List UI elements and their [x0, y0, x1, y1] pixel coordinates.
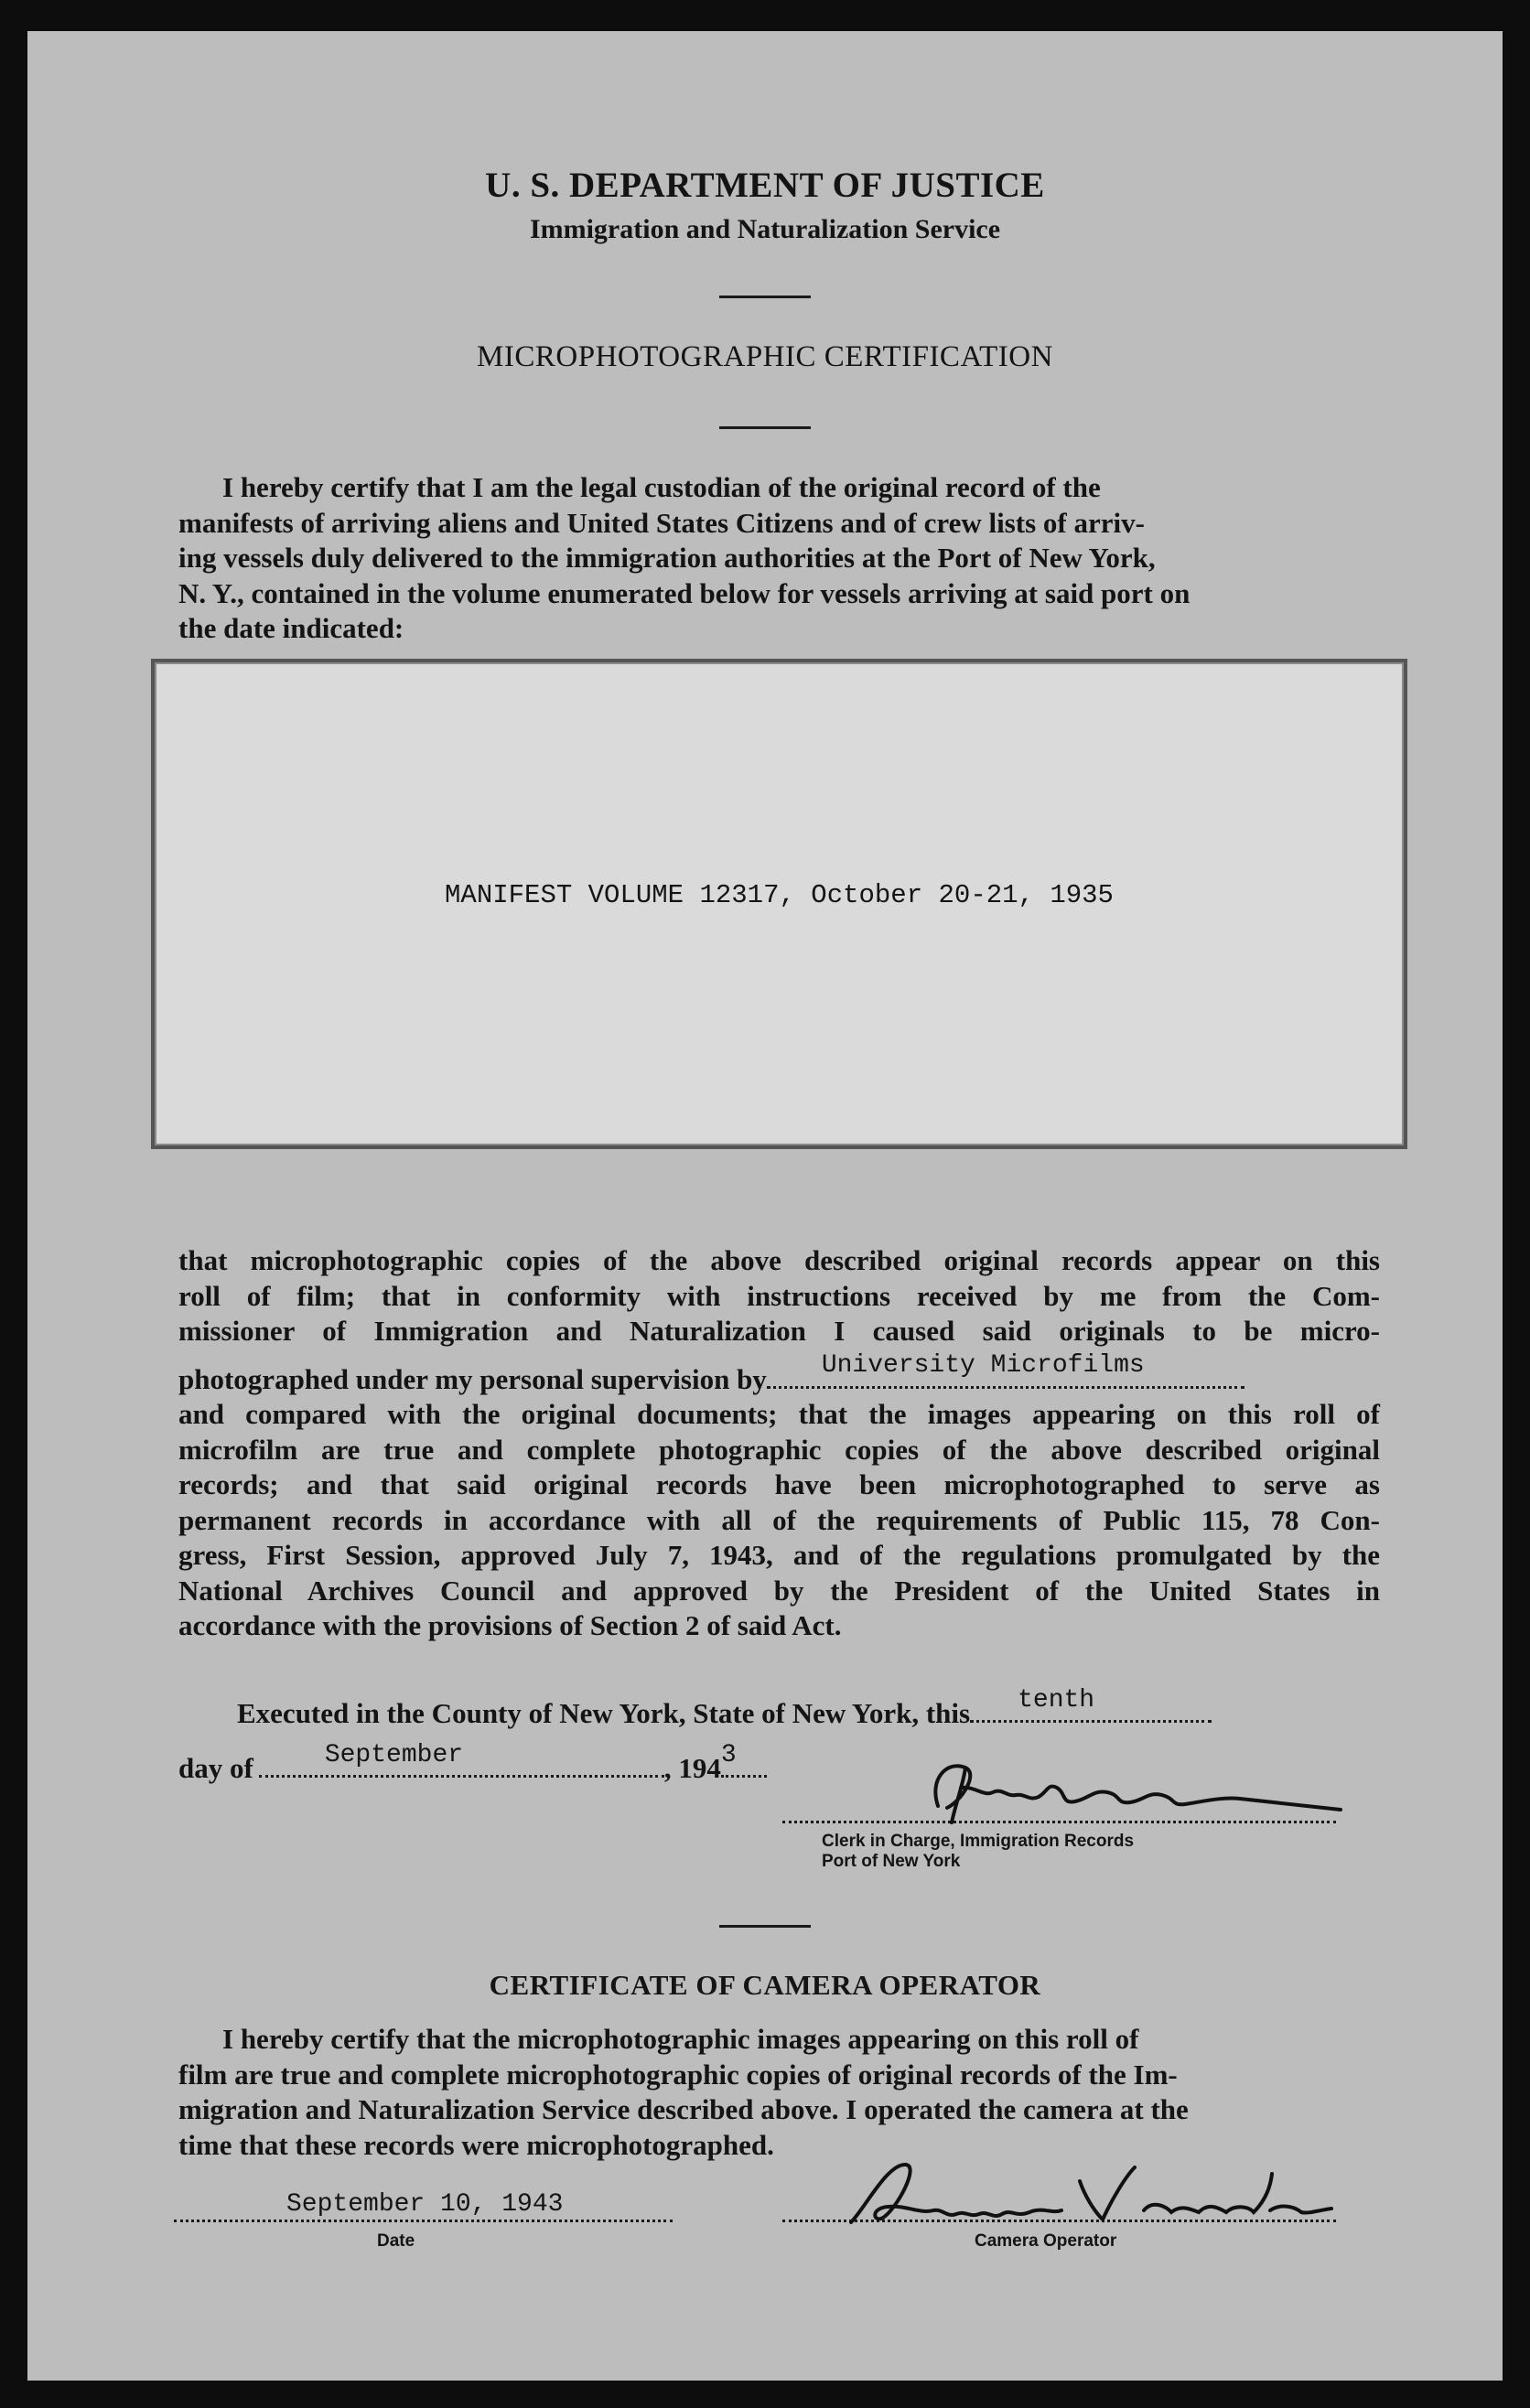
divider-rule	[719, 296, 811, 298]
intro-paragraph	[178, 470, 1380, 647]
clerk-signature	[910, 1751, 1368, 1833]
supervisor-field	[767, 1351, 1244, 1389]
paragraph-line: that microphotographic copies of the above described original records appear on this	[178, 1244, 1380, 1276]
bureau-subtitle: Immigration and Naturalization Service	[529, 214, 1001, 244]
paragraph-line: roll of film; that in conformity with instructions received by me from the Com-	[178, 1279, 1380, 1312]
supervision-line	[178, 1351, 1380, 1398]
date-label: Date	[377, 2231, 415, 2251]
form-title: MICROPHOTOGRAPHIC CERTIFICATION	[477, 340, 1053, 373]
clerk-title-line: Port of New York	[822, 1852, 961, 1871]
agency-title: U. S. DEPARTMENT OF JUSTICE	[485, 166, 1045, 205]
certification-paragraph	[178, 1243, 1380, 1644]
certificate-page	[27, 31, 1503, 2381]
month-value: September	[324, 1741, 464, 1769]
clerk-title-line: Clerk in Charge, Immigration Records	[822, 1832, 1135, 1851]
day-value: tenth	[1018, 1686, 1095, 1715]
paragraph-line: microfilm are true and complete photographic copies of the above described original	[178, 1433, 1380, 1466]
day-field	[970, 1686, 1212, 1723]
operator-label: Camera Operator	[975, 2231, 1117, 2251]
paragraph-line: I hereby certify that the microphotographic images appearing on this roll of	[222, 2023, 1139, 2055]
paragraph-line: I hereby certify that I am the legal custodian of the original record of the	[222, 471, 1101, 503]
paragraph-line: and compared with the original documents; that the images appearing on this roll of	[178, 1398, 1380, 1430]
divider-rule	[719, 426, 811, 429]
paragraph-line: records; and that said original records have been microphotographed to serve as	[178, 1468, 1380, 1500]
supervision-prefix: photographed under my personal supervision by	[178, 1362, 767, 1395]
paragraph-line: accordance with the provisions of Section 2 of said Act.	[178, 1609, 842, 1641]
paragraph-line: permanent records in accordance with all of the requirements of Public 115, 78 Con-	[178, 1503, 1380, 1536]
camera-certificate-paragraph	[178, 2022, 1380, 2163]
paragraph-line: the date indicated:	[178, 612, 404, 644]
execution-prefix: Executed in the County of New York, State of New York, this	[237, 1697, 971, 1729]
paragraph-line: migration and Naturalization Service described above. I operated the camera at the	[178, 2093, 1189, 2125]
paragraph-line: ing vessels duly delivered to the immigration authorities at the Port of New York,	[178, 542, 1156, 574]
paragraph-line: film are true and complete microphotographic copies of original records of the Im-	[178, 2058, 1178, 2091]
operator-signature	[833, 2154, 1345, 2236]
divider-rule	[719, 1925, 811, 1928]
paragraph-line: gress, First Session, approved July 7, 1943, and of the regulations promulgated by the	[178, 1539, 1380, 1571]
month-field	[259, 1741, 664, 1778]
paragraph-line: National Archives Council and approved by the President of the United States in	[178, 1574, 1380, 1607]
execution-date-line	[178, 1741, 767, 1786]
paragraph-line: N. Y., contained in the volume enumerated below for vessels arriving at said port on	[178, 576, 1191, 609]
paragraph-line: missioner of Immigration and Naturalization I caused said originals to be micro-	[178, 1315, 1380, 1347]
execution-statement	[237, 1686, 1212, 1731]
manifest-volume-text: MANIFEST VOLUME 12317, October 20-21, 1935	[445, 880, 1114, 910]
year-field	[720, 1741, 767, 1778]
date-value: September 10, 1943	[286, 2190, 564, 2219]
supervisor-value: University Microfilms	[821, 1351, 1145, 1380]
year-digit: 3	[720, 1741, 737, 1769]
paragraph-line: time that these records were microphotographed.	[178, 2128, 774, 2161]
date-line	[174, 2220, 673, 2222]
paragraph-line: manifests of arriving aliens and United States Citizens and of crew lists of arriv-	[178, 506, 1145, 539]
day-of-label: day of	[178, 1752, 253, 1784]
record-description-box	[151, 659, 1407, 1149]
camera-certificate-heading: CERTIFICATE OF CAMERA OPERATOR	[489, 1969, 1041, 2001]
clerk-title	[822, 1832, 1134, 1872]
year-prefix: , 194	[663, 1752, 721, 1784]
